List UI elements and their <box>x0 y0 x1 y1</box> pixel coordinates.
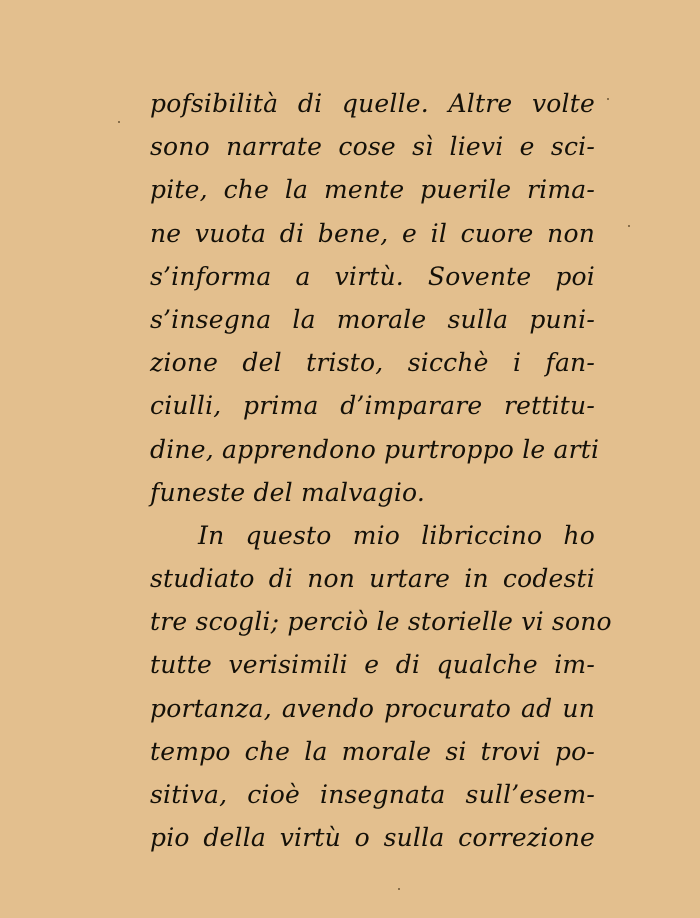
text-line-5: s’informa a virtù. Sovente poi <box>150 261 595 291</box>
text-line-11: In questo mio libriccino ho <box>198 520 595 550</box>
text-line-2: sono narrate cose sì lievi e sci- <box>150 132 595 162</box>
text-line-13: tre scogli; perciò le storielle vi sono <box>150 607 612 637</box>
handwritten-text-block <box>150 82 612 859</box>
text-line-18: pio della virtù o sulla correzione <box>150 823 595 853</box>
text-line-8: ciulli, prima d’imparare rettitu- <box>150 391 595 421</box>
text-line-12: studiato di non urtare in codesti <box>150 564 595 594</box>
text-line-9: dine, apprendono purtroppo le arti <box>150 434 600 464</box>
paper-speck <box>628 225 630 227</box>
text-line-15: portanza, avendo procurato ad un <box>150 693 595 723</box>
text-line-1: pofsibilità di quelle. Altre volte <box>150 89 595 118</box>
text-line-14: tutte verisimili e di qualche im- <box>150 650 595 680</box>
text-line-7: zione del tristo, sicchè i fan- <box>150 348 595 378</box>
paper-speck <box>118 121 120 123</box>
paper-speck <box>398 888 400 890</box>
text-line-3: pite, che la mente puerile rima- <box>150 175 595 205</box>
text-line-17: sitiva, cioè insegnata sull’esem- <box>150 780 595 809</box>
text-line-10: funeste del malvagio. <box>150 477 426 507</box>
text-line-16: tempo che la morale si trovi po- <box>150 736 595 766</box>
text-line-6: s’insegna la morale sulla puni- <box>150 304 595 334</box>
paper-speck <box>607 98 609 100</box>
text-line-4: ne vuota di bene, e il cuore non <box>150 218 595 248</box>
